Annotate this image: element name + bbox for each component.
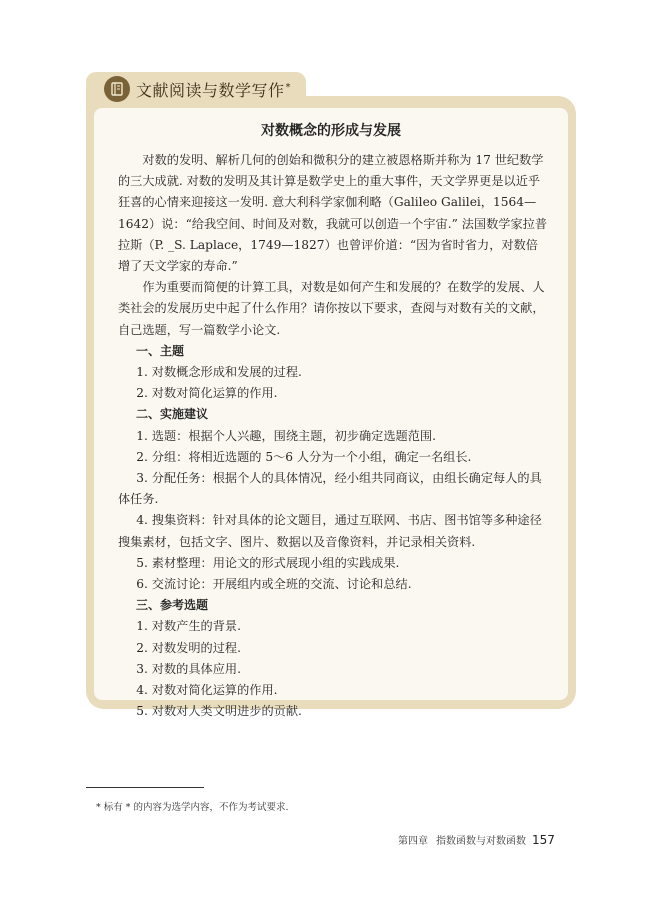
section-title: [136, 78, 291, 101]
optional-mark: *: [285, 81, 292, 93]
list-item: 4. 对数对简化运算的作用.: [136, 683, 278, 698]
list-item: 5. 素材整理：用论文的形式展现小组的实践成果.: [136, 555, 400, 570]
article-title: 对数概念的形成与发展: [261, 123, 401, 139]
list-item: 2. 分组：将相近选题的 5～6 人分为一个小组，确定一名组长.: [136, 449, 472, 464]
page-number: 157: [532, 833, 555, 847]
section-title-text: 文献阅读与数学写作: [136, 81, 285, 100]
paragraph: 作为重要而简便的计算工具，对数是如何产生和发展的？在数学的发展、人类社会的发展历史中起了什么作用？请你按以下要求，查阅与对数有关的文献，自己选题，写一篇数学小论文.: [118, 280, 545, 337]
paragraph: 对数的发明、解析几何的创始和微积分的建立被恩格斯并称为 17 世纪数学的三大成就. 对数的发明及其计算是数学史上的重大事件，天文学界更是以近乎狂喜的心情来迎接这一发明. 意大利科学家伽利略（Galileo Galilei，1564—1642）说：“给我空间、时间及对数，我就可以创造一个宇宙.” 法国数学家拉普拉斯（P. _S. Laplace，1749—1827）也曾评价道：“因为省时省力，对数倍增了天文学家的寿命.”: [118, 153, 548, 274]
footnote-divider: [86, 787, 204, 788]
chapter-title: 指数函数与对数函数: [436, 836, 526, 847]
section-heading-reference-topics: 三、参考选题: [136, 598, 209, 613]
article-body: [118, 150, 548, 722]
book-icon: [104, 76, 130, 102]
list-item: 2. 对数发明的过程.: [136, 640, 241, 655]
list-item: 6. 交流讨论：开展组内或全班的交流、讨论和总结.: [136, 577, 412, 592]
list-item: 5. 对数对人类文明进步的贡献.: [136, 704, 302, 719]
list-item: 4. 搜集资料：针对具体的论文题目，通过互联网、书店、图书馆等多种途径搜集素材，包括文字、图片、数据以及音像资料，并记录相关资料.: [118, 513, 542, 549]
section-heading-topic: 一、主题: [136, 343, 185, 358]
list-item: 3. 对数的具体应用.: [136, 661, 241, 676]
page-footer: [398, 832, 555, 847]
footnote: * 标有 * 的内容为选学内容，不作为考试要求.: [96, 802, 289, 813]
list-item: 1. 选题：根据个人兴趣，围绕主题，初步确定选题范围.: [136, 428, 436, 443]
list-item: 3. 分配任务：根据个人的具体情况，经小组共同商议，由组长确定每人的具体任务.: [118, 471, 542, 507]
list-item: 1. 对数概念形成和发展的过程.: [136, 365, 302, 380]
list-item: 2. 对数对简化运算的作用.: [136, 386, 278, 401]
list-item: 1. 对数产生的背景.: [136, 619, 241, 634]
chapter-number: 第四章: [398, 836, 428, 847]
section-heading-suggestions: 二、实施建议: [136, 407, 209, 422]
